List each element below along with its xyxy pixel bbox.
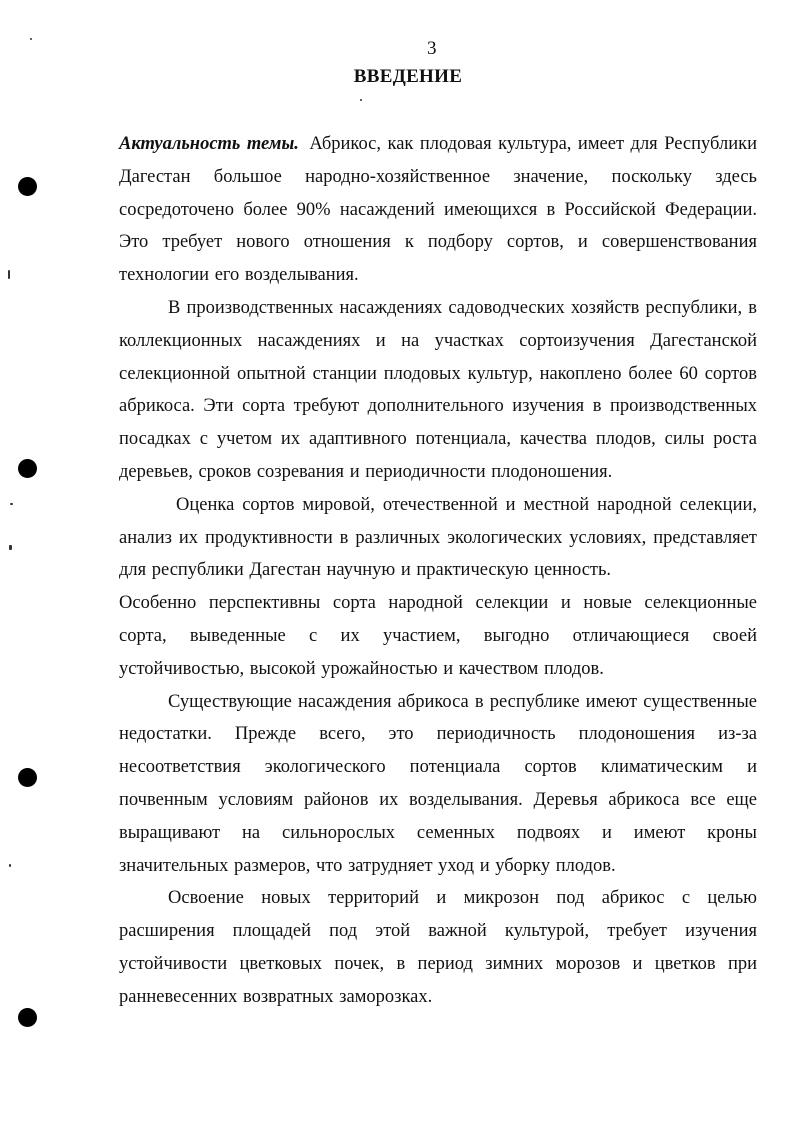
punch-hole — [18, 459, 37, 478]
document-body — [119, 128, 757, 1014]
paragraph-shortcomings: Существующие насаждения абрикоса в республике имеют существенные недостатки. Прежде всего, это периодичность плодоношения из-за несоответствия экологического потенциала сортов климатическим и почвенным условиям районов их возделывания. Деревья абрикоса все еще выращивают на сильнорослых семенных подвоях и имеют кроны значительных размеров, что затрудняет уход и уборку плодов. — [119, 691, 757, 876]
paragraph-text: Абрикос, как плодовая культура, имеет для Республики Дагестан большое народно-хозяйственное значение, поскольку здесь сосредоточено более 90% насаждений имеющихся в Российской Федерации. Это требует нового отношения к подбору сортов, и совершенствования технологии его возделывания. — [119, 134, 757, 286]
scan-speck — [360, 99, 362, 101]
relevance-heading: Актуальность темы. — [119, 134, 299, 154]
scan-speck — [10, 503, 13, 505]
scan-speck — [30, 38, 32, 40]
paragraph-relevance — [119, 128, 757, 292]
scan-speck — [9, 545, 12, 550]
punch-hole — [18, 768, 37, 787]
punch-hole — [18, 177, 37, 196]
paragraph-new-territories: Освоение новых территорий и микрозон под абрикос с целью расширения площадей под этой важной культурой, требует изучения устойчивости цветковых почек, в период зимних морозов и цветков при ранневесенних возвратных заморозках. — [119, 888, 757, 1007]
punch-hole — [18, 1008, 37, 1027]
page-title: ВВЕДЕНИЕ — [353, 66, 463, 87]
scan-speck — [9, 864, 11, 867]
scan-speck — [8, 270, 10, 279]
paragraph-varieties: В производственных насаждениях садоводческих хозяйств республики, в коллекционных насаждениях и на участках сортоизучения Дагестанской селекционной опытной станции плодовых культур, накоплено более 60 сортов абрикоса. Эти сорта требуют дополнительного изучения в производственных посадках с учетом их адаптивного потенциала, качества плодов, силы роста деревьев, сроков созревания и периодичности плодоношения. — [119, 297, 757, 482]
page-number: 3 — [427, 38, 437, 59]
paragraph-evaluation: Оценка сортов мировой, отечественной и местной народной селекции, анализ их продуктивности в различных экологических условиях, представляет для республики Дагестан научную и практическую ценность. — [119, 494, 757, 581]
paragraph-prospective: Особенно перспективны сорта народной селекции и новые селекционные сорта, выведенные с их участием, выгодно отличающиеся своей устойчивостью, высокой урожайностью и качеством плодов. — [119, 593, 757, 679]
